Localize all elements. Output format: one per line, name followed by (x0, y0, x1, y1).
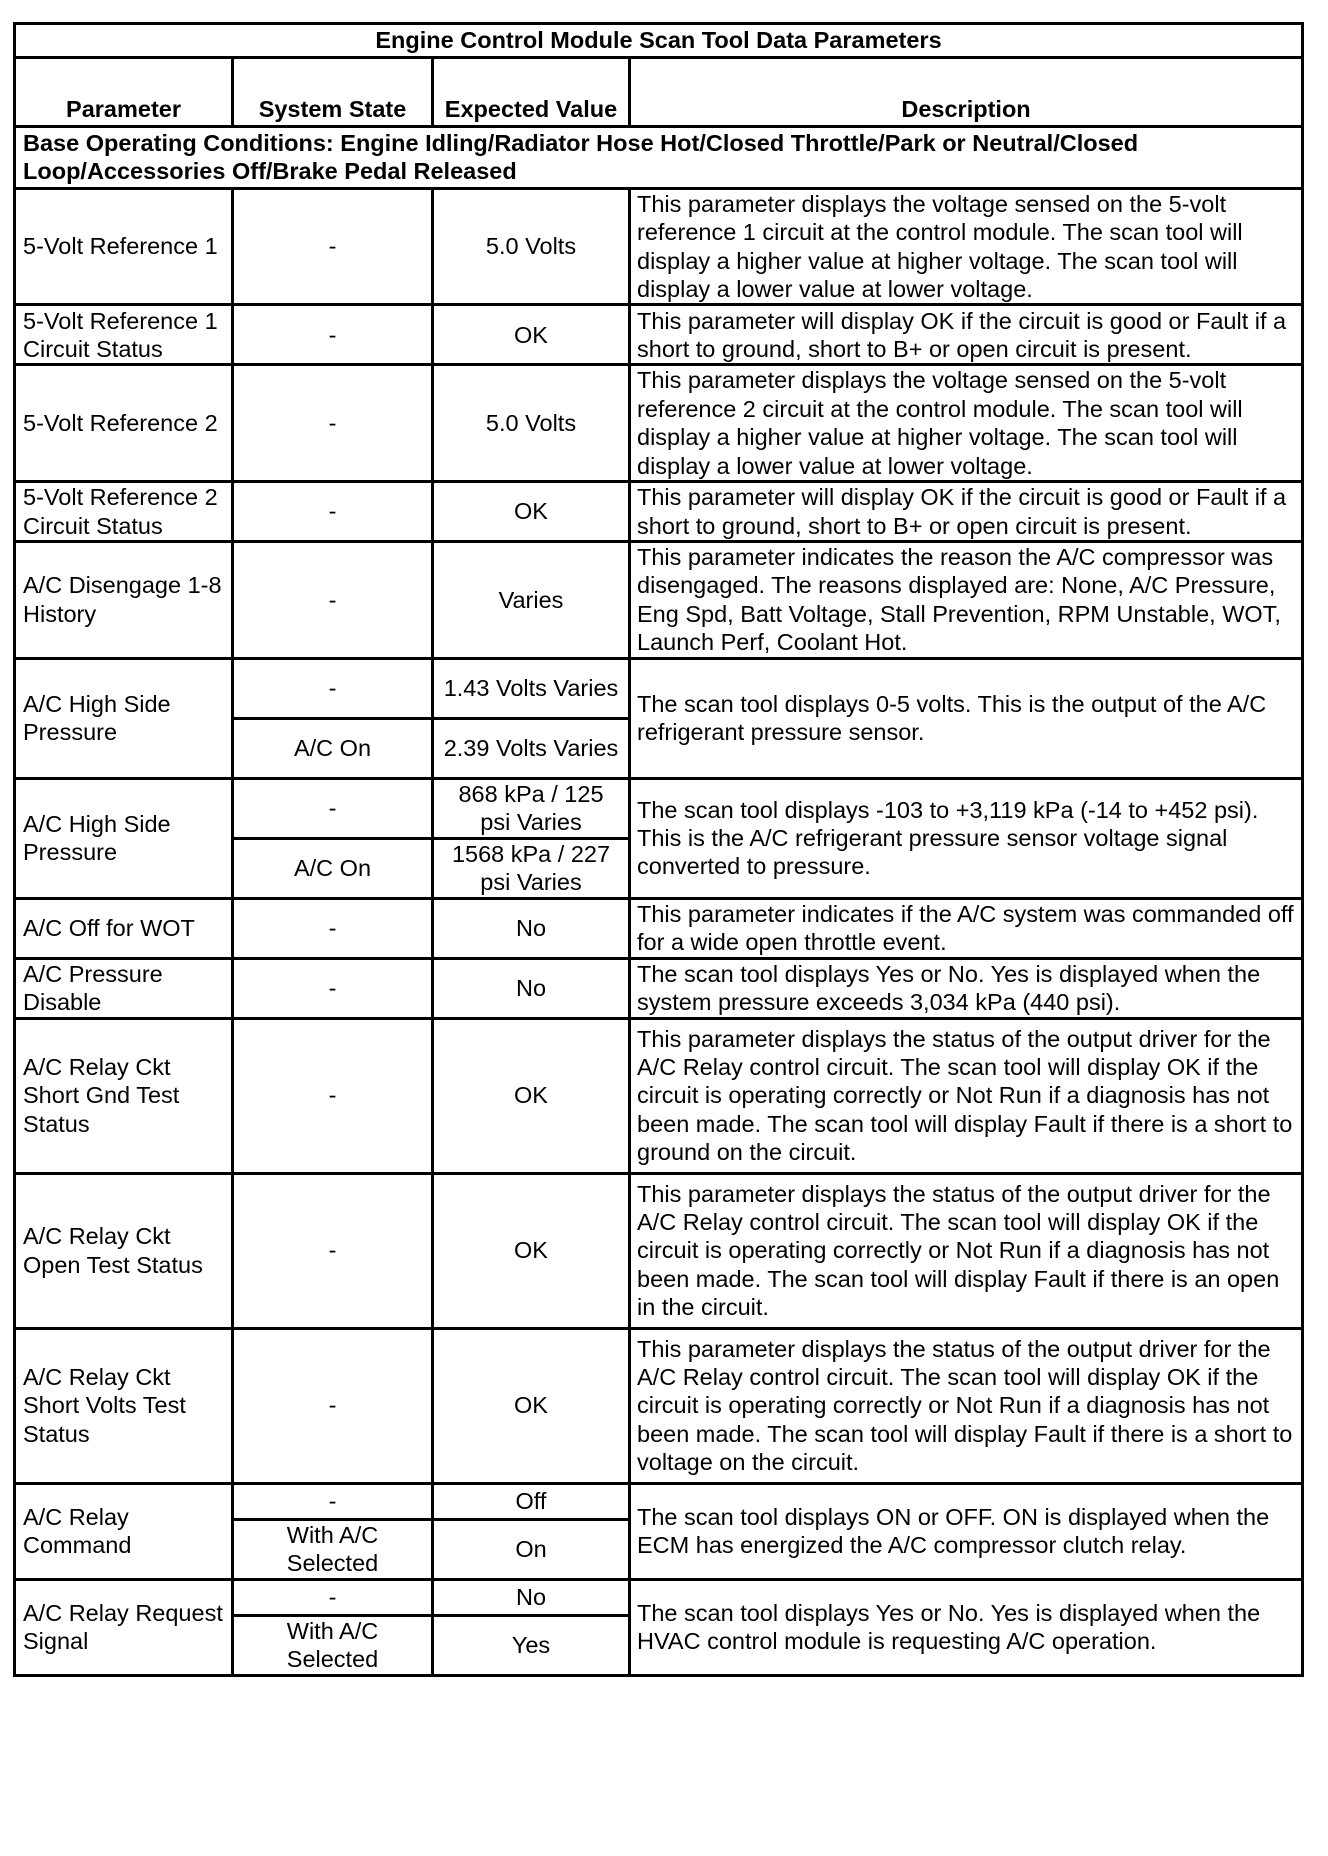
row-expected-value: No (433, 1579, 630, 1615)
table-row (15, 1579, 1303, 1615)
row-expected-value: 5.0 Volts (433, 365, 630, 482)
row-parameter: A/C Relay Ckt Short Volts Test Status (15, 1328, 233, 1483)
row-parameter: 5-Volt Reference 1 Circuit Status (15, 305, 233, 365)
table-row (15, 898, 1303, 958)
row-system-state: A/C On (233, 838, 433, 898)
row-parameter: 5-Volt Reference 2 (15, 365, 233, 482)
table-row (15, 958, 1303, 1018)
row-parameter: A/C Off for WOT (15, 898, 233, 958)
header-system-state: System State (233, 58, 433, 127)
table-title-row (15, 24, 1303, 58)
table-row (15, 778, 1303, 838)
row-system-state: - (233, 1328, 433, 1483)
header-expected-value: Expected Value (433, 58, 630, 127)
row-expected-value: 1.43 Volts Varies (433, 658, 630, 718)
row-parameter: A/C Relay Ckt Short Gnd Test Status (15, 1018, 233, 1173)
row-description: This parameter displays the status of the output driver for the A/C Relay control circuit. The scan tool will display OK if the circuit is operating correctly or Not Run if a diagnosis has not been made. The scan tool will display Fault if there is a short to ground on the circuit. (630, 1018, 1303, 1173)
row-system-state: - (233, 188, 433, 305)
row-system-state: - (233, 365, 433, 482)
row-system-state: - (233, 305, 433, 365)
row-system-state: - (233, 658, 433, 718)
row-system-state: With A/C Selected (233, 1519, 433, 1579)
row-expected-value: Off (433, 1483, 630, 1519)
row-description: This parameter displays the voltage sensed on the 5-volt reference 1 circuit at the control module. The scan tool will display a higher value at higher voltage. The scan tool will display a lower value at lower voltage. (630, 188, 1303, 305)
row-system-state: - (233, 542, 433, 659)
table-row (15, 1328, 1303, 1483)
header-description: Description (630, 58, 1303, 127)
row-description: The scan tool displays 0-5 volts. This is the output of the A/C refrigerant pressure sensor. (630, 658, 1303, 778)
row-description: This parameter will display OK if the circuit is good or Fault if a short to ground, short to B+ or open circuit is present. (630, 482, 1303, 542)
table-header-row (15, 58, 1303, 127)
row-description: This parameter indicates the reason the A/C compressor was disengaged. The reasons displayed are: None, A/C Pressure, Eng Spd, Batt Voltage, Stall Prevention, RPM Unstable, WOT, Launch Perf, Coolant Hot. (630, 542, 1303, 659)
row-system-state: With A/C Selected (233, 1615, 433, 1675)
table-row (15, 1173, 1303, 1328)
row-expected-value: 1568 kPa / 227 psi Varies (433, 838, 630, 898)
row-description: The scan tool displays ON or OFF. ON is displayed when the ECM has energized the A/C compressor clutch relay. (630, 1483, 1303, 1579)
row-expected-value: OK (433, 1018, 630, 1173)
row-system-state: - (233, 482, 433, 542)
table-row (15, 1018, 1303, 1173)
row-description: This parameter displays the voltage sensed on the 5-volt reference 2 circuit at the control module. The scan tool will display a higher value at higher voltage. The scan tool will display a lower value at lower voltage. (630, 365, 1303, 482)
row-system-state: - (233, 1018, 433, 1173)
table-row (15, 1483, 1303, 1519)
row-expected-value: Varies (433, 542, 630, 659)
base-operating-conditions: Base Operating Conditions: Engine Idling/Radiator Hose Hot/Closed Throttle/Park or Neutral/Closed Loop/Accessories Off/Brake Pedal Released (15, 127, 1303, 189)
table-row (15, 658, 1303, 718)
table-row (15, 365, 1303, 482)
row-system-state: - (233, 898, 433, 958)
row-expected-value: No (433, 898, 630, 958)
row-description: This parameter displays the status of the output driver for the A/C Relay control circuit. The scan tool will display OK if the circuit is operating correctly or Not Run if a diagnosis has not been made. The scan tool will display Fault if there is a short to voltage on the circuit. (630, 1328, 1303, 1483)
table-row (15, 188, 1303, 305)
row-parameter: A/C Pressure Disable (15, 958, 233, 1018)
conditions-row (15, 127, 1303, 189)
row-parameter: A/C Relay Command (15, 1483, 233, 1579)
row-system-state: - (233, 958, 433, 1018)
row-description: The scan tool displays Yes or No. Yes is displayed when the HVAC control module is requesting A/C operation. (630, 1579, 1303, 1675)
row-system-state: A/C On (233, 718, 433, 778)
row-parameter: 5-Volt Reference 2 Circuit Status (15, 482, 233, 542)
header-parameter: Parameter (15, 58, 233, 127)
row-expected-value: OK (433, 305, 630, 365)
table-row (15, 482, 1303, 542)
row-description: The scan tool displays -103 to +3,119 kPa (-14 to +452 psi). This is the A/C refrigerant pressure sensor voltage signal converted to pressure. (630, 778, 1303, 898)
row-description: The scan tool displays Yes or No. Yes is displayed when the system pressure exceeds 3,034 kPa (440 psi). (630, 958, 1303, 1018)
row-parameter: A/C Relay Request Signal (15, 1579, 233, 1675)
row-expected-value: On (433, 1519, 630, 1579)
row-parameter: 5-Volt Reference 1 (15, 188, 233, 305)
row-expected-value: 868 kPa / 125 psi Varies (433, 778, 630, 838)
row-expected-value: 2.39 Volts Varies (433, 718, 630, 778)
row-expected-value: OK (433, 1328, 630, 1483)
row-expected-value: OK (433, 1173, 630, 1328)
row-description: This parameter displays the status of the output driver for the A/C Relay control circuit. The scan tool will display OK if the circuit is operating correctly or Not Run if a diagnosis has not been made. The scan tool will display Fault if there is an open in the circuit. (630, 1173, 1303, 1328)
row-expected-value: OK (433, 482, 630, 542)
scan-tool-data-table (13, 22, 1304, 1677)
row-system-state: - (233, 1579, 433, 1615)
row-parameter: A/C Relay Ckt Open Test Status (15, 1173, 233, 1328)
row-system-state: - (233, 778, 433, 838)
table-title: Engine Control Module Scan Tool Data Parameters (15, 24, 1303, 58)
row-description: This parameter will display OK if the circuit is good or Fault if a short to ground, short to B+ or open circuit is present. (630, 305, 1303, 365)
row-system-state: - (233, 1483, 433, 1519)
row-expected-value: 5.0 Volts (433, 188, 630, 305)
row-expected-value: Yes (433, 1615, 630, 1675)
row-parameter: A/C High Side Pressure (15, 778, 233, 898)
row-system-state: - (233, 1173, 433, 1328)
row-expected-value: No (433, 958, 630, 1018)
row-parameter: A/C Disengage 1-8 History (15, 542, 233, 659)
table-row (15, 542, 1303, 659)
row-parameter: A/C High Side Pressure (15, 658, 233, 778)
row-description: This parameter indicates if the A/C system was commanded off for a wide open throttle event. (630, 898, 1303, 958)
table-row (15, 305, 1303, 365)
